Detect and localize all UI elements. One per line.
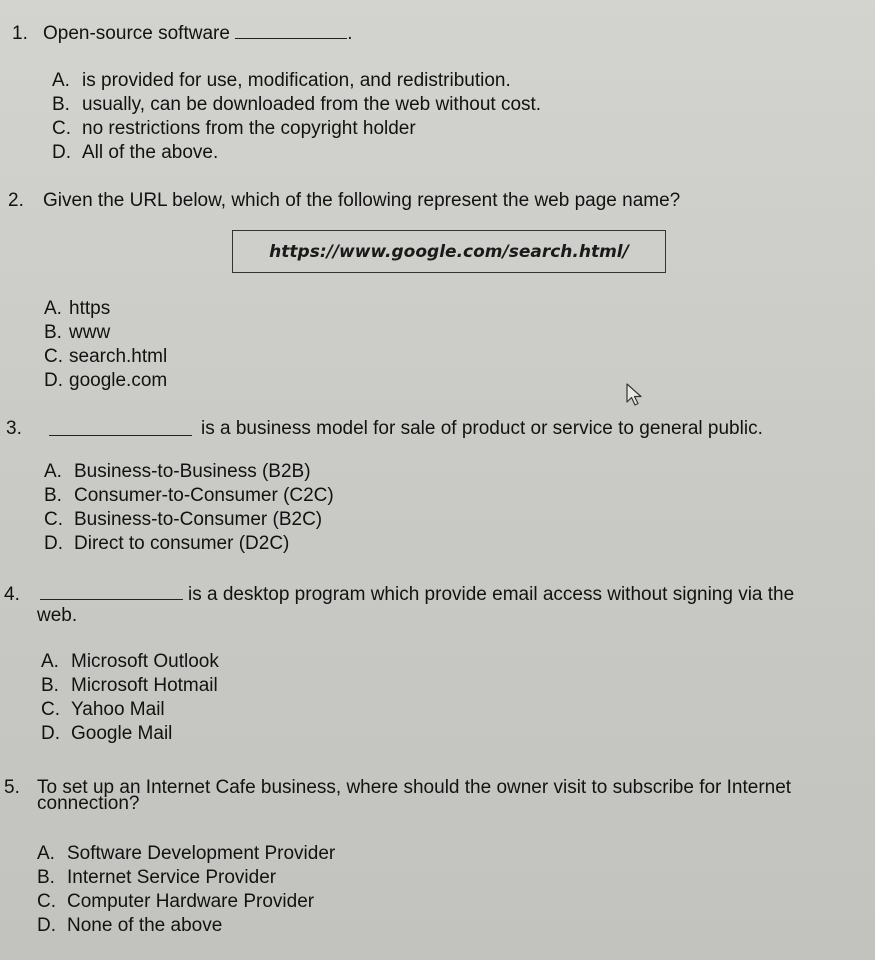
question-text: Given the URL below, which of the following represent the web page name? bbox=[43, 190, 681, 211]
options-q2 bbox=[44, 297, 167, 393]
option[interactable]: C. Yahoo Mail bbox=[41, 699, 165, 720]
question-2 bbox=[8, 189, 868, 215]
answer-blank bbox=[40, 585, 183, 600]
question-5 bbox=[4, 776, 872, 826]
question-number: 3. bbox=[6, 418, 22, 439]
option[interactable]: B. Internet Service Provider bbox=[37, 867, 277, 888]
option[interactable]: B. usually, can be downloaded from the web without cost. bbox=[52, 94, 542, 115]
question-text: is a desktop program which provide email access without signing via the bbox=[188, 584, 795, 605]
question-number: 5. bbox=[4, 777, 20, 798]
question-text: To set up an Internet Cafe business, where should the owner visit to subscribe for Internet bbox=[37, 777, 792, 798]
option[interactable]: B. www bbox=[44, 322, 111, 343]
question-3 bbox=[6, 417, 871, 443]
question-text: Open-source software . bbox=[43, 23, 353, 44]
options-q5 bbox=[37, 842, 335, 938]
question-text: is a business model for sale of product or service to general public. bbox=[201, 418, 763, 439]
option[interactable]: A. Software Development Provider bbox=[37, 843, 336, 864]
options-q3 bbox=[44, 460, 334, 556]
option[interactable]: D. All of the above. bbox=[52, 142, 219, 163]
option[interactable]: A. https bbox=[44, 298, 111, 319]
option[interactable]: A. Business-to-Business (B2B) bbox=[44, 461, 311, 482]
url-box bbox=[232, 230, 666, 273]
option[interactable]: D. Google Mail bbox=[41, 723, 173, 744]
answer-blank bbox=[235, 24, 347, 39]
options-q4 bbox=[41, 650, 219, 746]
option[interactable]: B. Consumer-to-Consumer (C2C) bbox=[44, 485, 334, 506]
options-q1 bbox=[52, 69, 541, 165]
option[interactable]: A. Microsoft Outlook bbox=[41, 651, 219, 672]
option[interactable]: C. search.html bbox=[44, 346, 168, 367]
question-4 bbox=[4, 583, 872, 633]
option[interactable]: B. Microsoft Hotmail bbox=[41, 675, 218, 696]
option[interactable]: D. None of the above bbox=[37, 915, 223, 936]
question-number: 2. bbox=[8, 190, 24, 211]
option[interactable]: C. Business-to-Consumer (B2C) bbox=[44, 509, 323, 530]
option[interactable]: A. is provided for use, modification, and redistribution. bbox=[52, 70, 511, 91]
question-number: 4. bbox=[4, 584, 20, 605]
question-text-line2: web. bbox=[37, 605, 78, 626]
question-text-line2: connection? bbox=[37, 793, 140, 814]
option[interactable]: C. Computer Hardware Provider bbox=[37, 891, 315, 912]
answer-blank bbox=[49, 421, 192, 436]
option[interactable]: C. no restrictions from the copyright holder bbox=[52, 118, 416, 139]
option[interactable]: D. google.com bbox=[44, 370, 168, 391]
question-number: 1. bbox=[12, 23, 28, 44]
url-text: https://www.google.com/search.html/ bbox=[269, 241, 629, 262]
mouse-pointer-icon bbox=[625, 382, 645, 408]
option[interactable]: D. Direct to consumer (D2C) bbox=[44, 533, 290, 554]
